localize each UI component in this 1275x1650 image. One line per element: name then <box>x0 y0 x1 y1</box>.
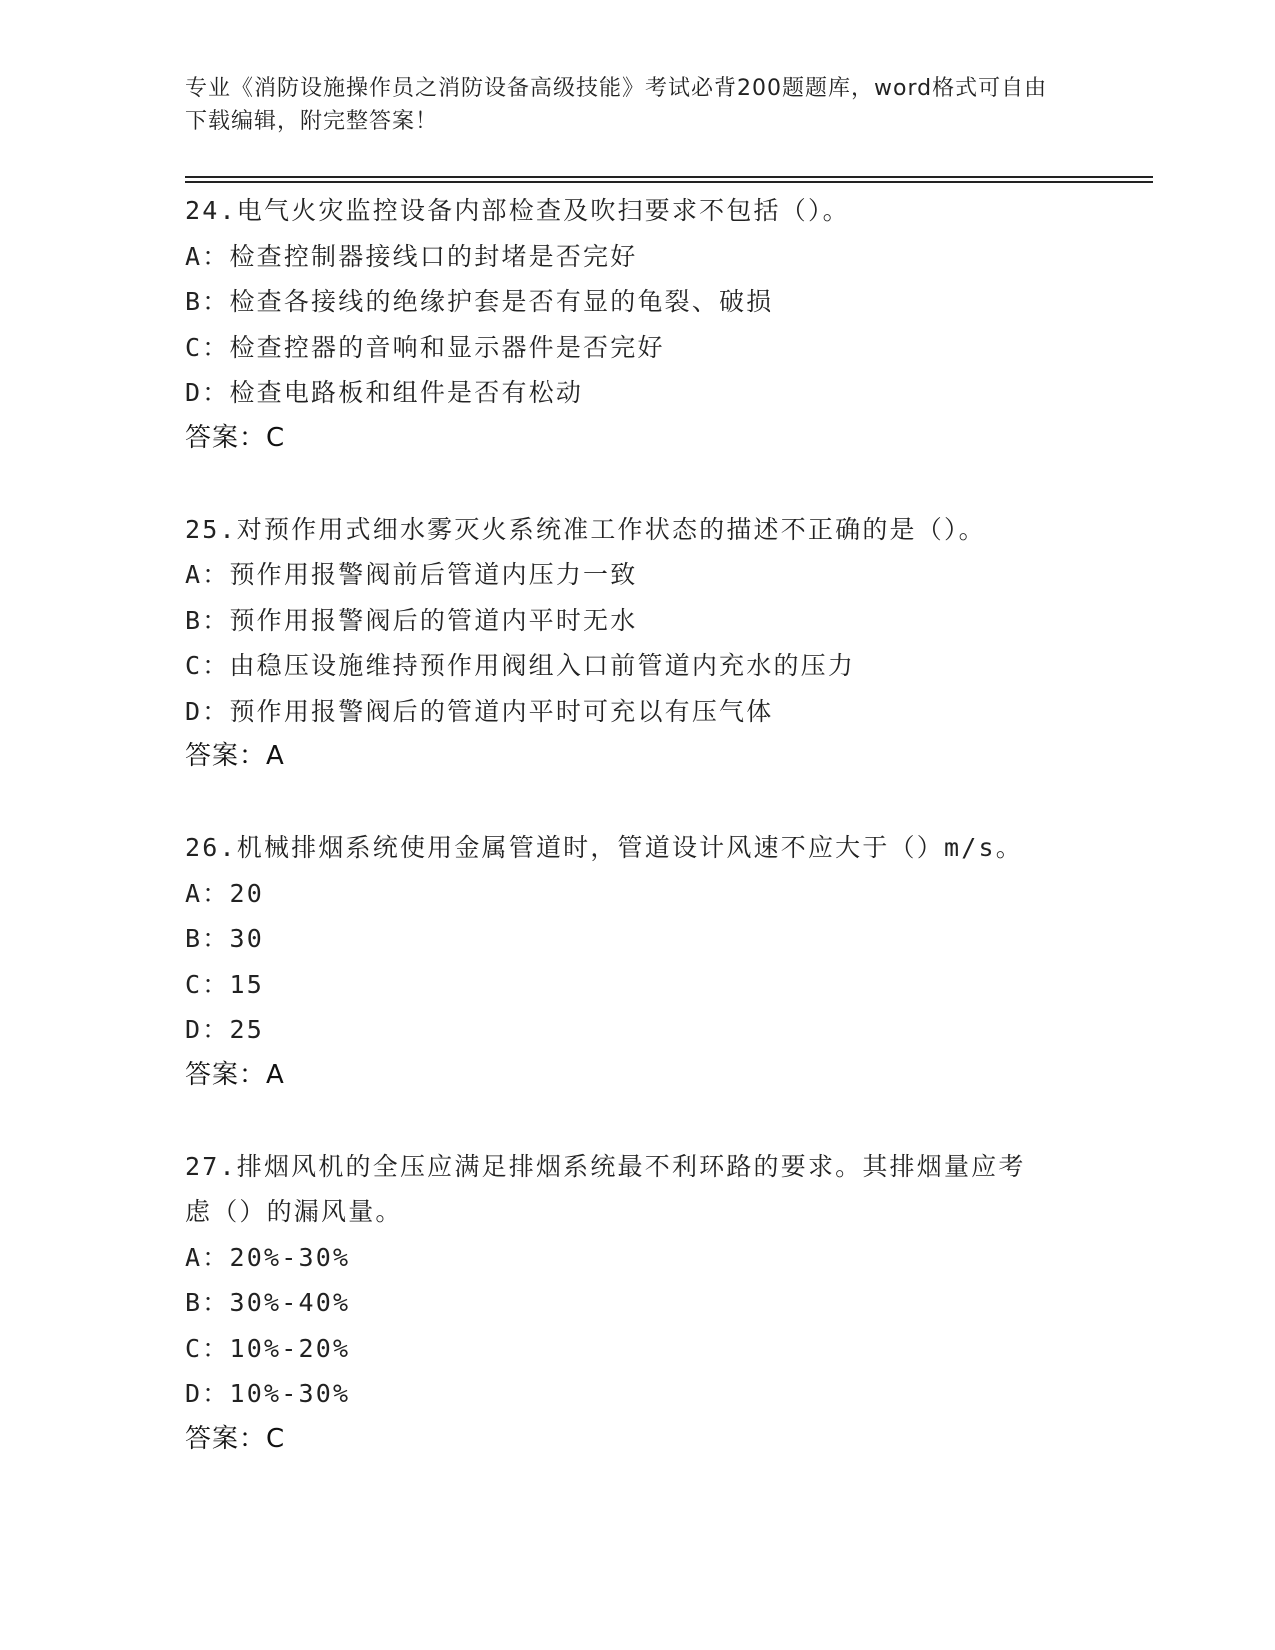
option-a: A：20 <box>185 878 264 908</box>
question-24 <box>185 188 1145 461</box>
question-spacer <box>185 461 1145 507</box>
answer-text: 答案：A <box>185 1059 285 1090</box>
option-b: B：30%-40% <box>185 1288 351 1317</box>
option-b: B：检查各接线的绝缘护套是否有显的龟裂、破损 <box>185 287 774 316</box>
header-rule-bottom <box>185 181 1153 183</box>
option-b: B：预作用报警阀后的管道内平时无水 <box>185 605 638 635</box>
question-spacer <box>185 780 1145 826</box>
option-a: A：预作用报警阀前后管道内压力一致 <box>185 560 638 589</box>
question-spacer <box>185 1098 1145 1144</box>
document-header: 专业《消防设施操作员之消防设备高级技能》考试必背200题题库，word格式可自由下载编辑，附完整答案！ <box>185 76 1048 134</box>
answer-text: 答案：C <box>185 422 286 453</box>
option-d: D：10%-30% <box>185 1379 351 1408</box>
option-d: D：预作用报警阀后的管道内平时可充以有压气体 <box>185 696 774 726</box>
option-c: C：15 <box>185 969 264 999</box>
option-a: A：20%-30% <box>185 1242 351 1272</box>
question-list <box>185 188 1145 1462</box>
question-stem: 27.排烟风机的全压应满足排烟系统最不利环路的要求。其排烟量应考虑（）的漏风量。 <box>185 1151 1026 1226</box>
answer-text: 答案：A <box>185 741 285 771</box>
option-b: B：30 <box>185 924 264 953</box>
option-a: A：检查控制器接线口的封堵是否完好 <box>185 241 638 271</box>
answer-text: 答案：C <box>185 1423 286 1454</box>
option-c: C：10%-20% <box>185 1333 351 1363</box>
header-rule-top <box>185 176 1153 178</box>
question-stem: 25.对预作用式细水雾灭火系统准工作状态的描述不正确的是（）。 <box>185 514 986 544</box>
option-d: D：25 <box>185 1015 264 1044</box>
option-c: C：由稳压设施维持预作用阀组入口前管道内充水的压力 <box>185 651 856 680</box>
question-26 <box>185 825 1145 1098</box>
option-d: D：检查电路板和组件是否有松动 <box>185 378 584 407</box>
question-stem: 26.机械排烟系统使用金属管道时，管道设计风速不应大于（）m/s。 <box>185 833 1023 862</box>
question-25 <box>185 507 1145 780</box>
question-stem: 24.电气火灾监控设备内部检查及吹扫要求不包括（）。 <box>185 196 850 225</box>
option-c: C：检查控器的音响和显示器件是否完好 <box>185 332 665 362</box>
question-27 <box>185 1144 1145 1463</box>
